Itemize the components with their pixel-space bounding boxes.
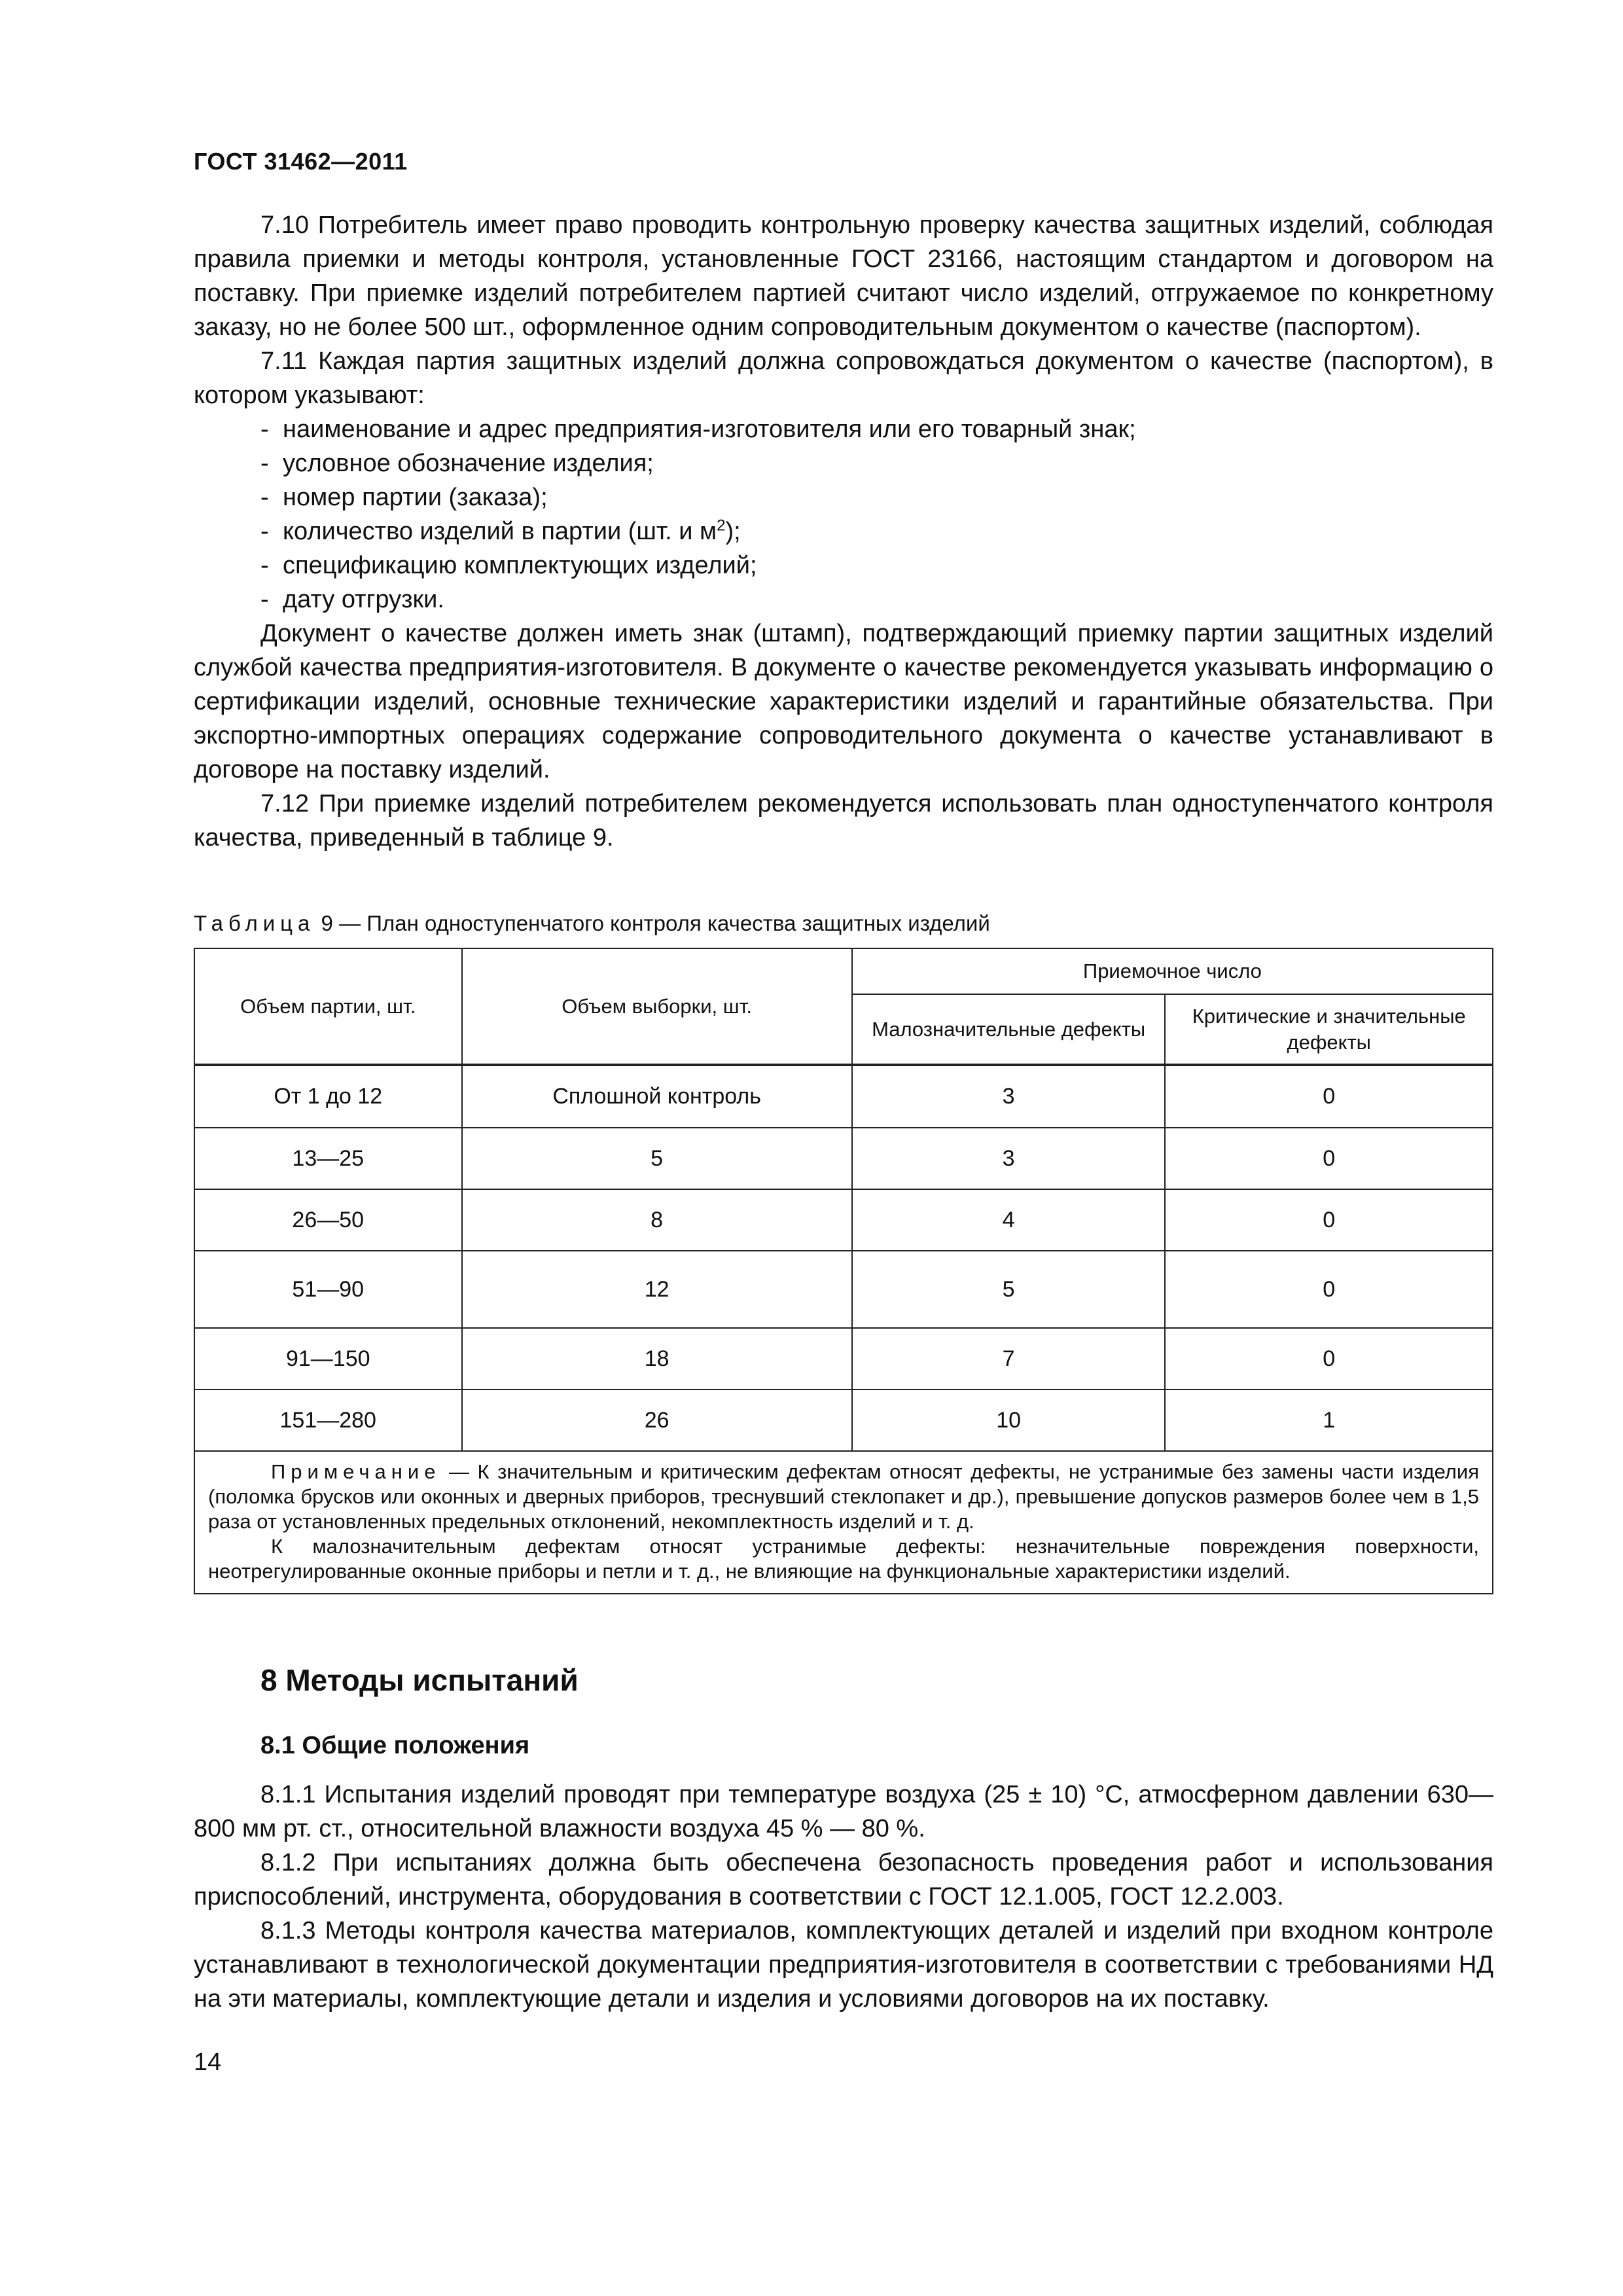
section-7-text xyxy=(194,208,1493,855)
header-sample-size: Объем выборки, шт. xyxy=(462,948,852,1065)
table-row: 91—150 18 7 0 xyxy=(194,1328,1493,1390)
paragraph-7-12: 7.12 При приемке изделий потребителем рекомендуется использовать план одноступенчатого контроля качества, приведенный в таблице 9. xyxy=(194,790,1493,852)
header-minor-defects: Малозначительные дефекты xyxy=(852,994,1166,1065)
passport-contents-list xyxy=(194,412,1493,617)
table-row: От 1 до 12 Сплошной контроль 3 0 xyxy=(194,1065,1493,1128)
table-note-row xyxy=(194,1451,1493,1594)
header-critical-defects: Критические и значительные дефекты xyxy=(1165,994,1493,1065)
paragraph-7-10: 7.10 Потребитель имеет право проводить контрольную проверку качества защитных изделий, соблюдая правила приемки и методы контроля, установленные ГОСТ 23166, настоящим стандартом и договором на поставку. При приемке изделий потребителем партией считают число изделий, отгружаемое по конкретному заказу, но не более 500 шт., оформленное одним сопроводительным документом о качестве (паспортом). xyxy=(194,211,1493,341)
header-lot-size: Объем партии, шт. xyxy=(194,948,462,1065)
list-item: - дату отгрузки. xyxy=(260,586,444,613)
table-note: Примечание — К значительным и критическим дефектам относят дефекты, не устранимые без замены части изделия (поломка брусков или оконных и дверных приборов, треснувший стеклопакет и др.), превышение допусков размеров более чем в 1,5 раза от установленных предельных отклонений, некомплектность изделий и т. д. К малозначительным дефектам относят устранимые дефекты: незначительные повреждения поверхности, неотрегулированные оконные приборы и петли и т. д., не влияющие на функциональные характеристики изделий. xyxy=(194,1451,1493,1594)
list-item: - условное обозначение изделия; xyxy=(260,450,654,477)
table-row: 26—50 8 4 0 xyxy=(194,1189,1493,1251)
list-item: - количество изделий в партии (шт. и $м^2$); xyxy=(260,516,741,545)
paragraph-quality-document: Документ о качестве должен иметь знак (штамп), подтверждающий приемку партии защитных изделий службой качества предприятия-изготовителя. В документе о качестве рекомендуется указывать информацию о сертификации изделий, основные технические характеристики изделий и гарантийные обязательства. При экспортно-импортных операциях содержание сопроводительного документа о качестве устанавливают в договоре на поставку изделий. xyxy=(194,620,1493,783)
list-item: - номер партии (заказа); xyxy=(260,484,548,511)
table-9 xyxy=(194,948,1493,1594)
document-header: ГОСТ 31462—2011 xyxy=(194,148,408,175)
section-8-1-title: 8.1 Общие положения xyxy=(260,1732,530,1759)
paragraph-8-1-2: 8.1.2 При испытаниях должна быть обеспечена безопасность проведения работ и использования приспособлений, инструмента, оборудования в соответствии с ГОСТ 12.1.005, ГОСТ 12.2.003. xyxy=(194,1849,1493,1910)
superscript: 2 xyxy=(717,516,726,535)
list-item: - спецификацию комплектующих изделий; xyxy=(260,552,757,579)
header-acceptance-number: Приемочное число xyxy=(852,948,1493,994)
paragraph-7-11: 7.11 Каждая партия защитных изделий должна сопровождаться документом о качестве (паспортом), в котором указывают: xyxy=(194,348,1493,409)
table-row: 13—25 5 3 0 xyxy=(194,1128,1493,1189)
list-item: - наименование и адрес предприятия-изготовителя или его товарный знак; xyxy=(260,416,1136,443)
paragraph-8-1-3: 8.1.3 Методы контроля качества материалов, комплектующих деталей и изделий при входном контроле устанавливают в технологической документации предприятия-изготовителя в соответствии с требованиями НД на эти материалы, комплектующие детали и изделия и условиями договоров на их поставку. xyxy=(194,1917,1493,2013)
table-row: 151—280 26 10 1 xyxy=(194,1390,1493,1451)
page-number: 14 xyxy=(194,2049,222,2076)
section-8-1-text xyxy=(194,1778,1493,2016)
section-8-title: 8 Методы испытаний xyxy=(260,1663,579,1697)
paragraph-8-1-1: 8.1.1 Испытания изделий проводят при температуре воздуха (25 ± 10) °С, атмосферном давлении 630—800 мм рт. ст., относительной влажности воздуха 45 % — 80 %. xyxy=(194,1781,1493,1842)
table-caption: Таблица 9 — План одноступенчатого контроля качества защитных изделий xyxy=(194,911,990,935)
table-row: 51—90 12 5 0 xyxy=(194,1251,1493,1328)
